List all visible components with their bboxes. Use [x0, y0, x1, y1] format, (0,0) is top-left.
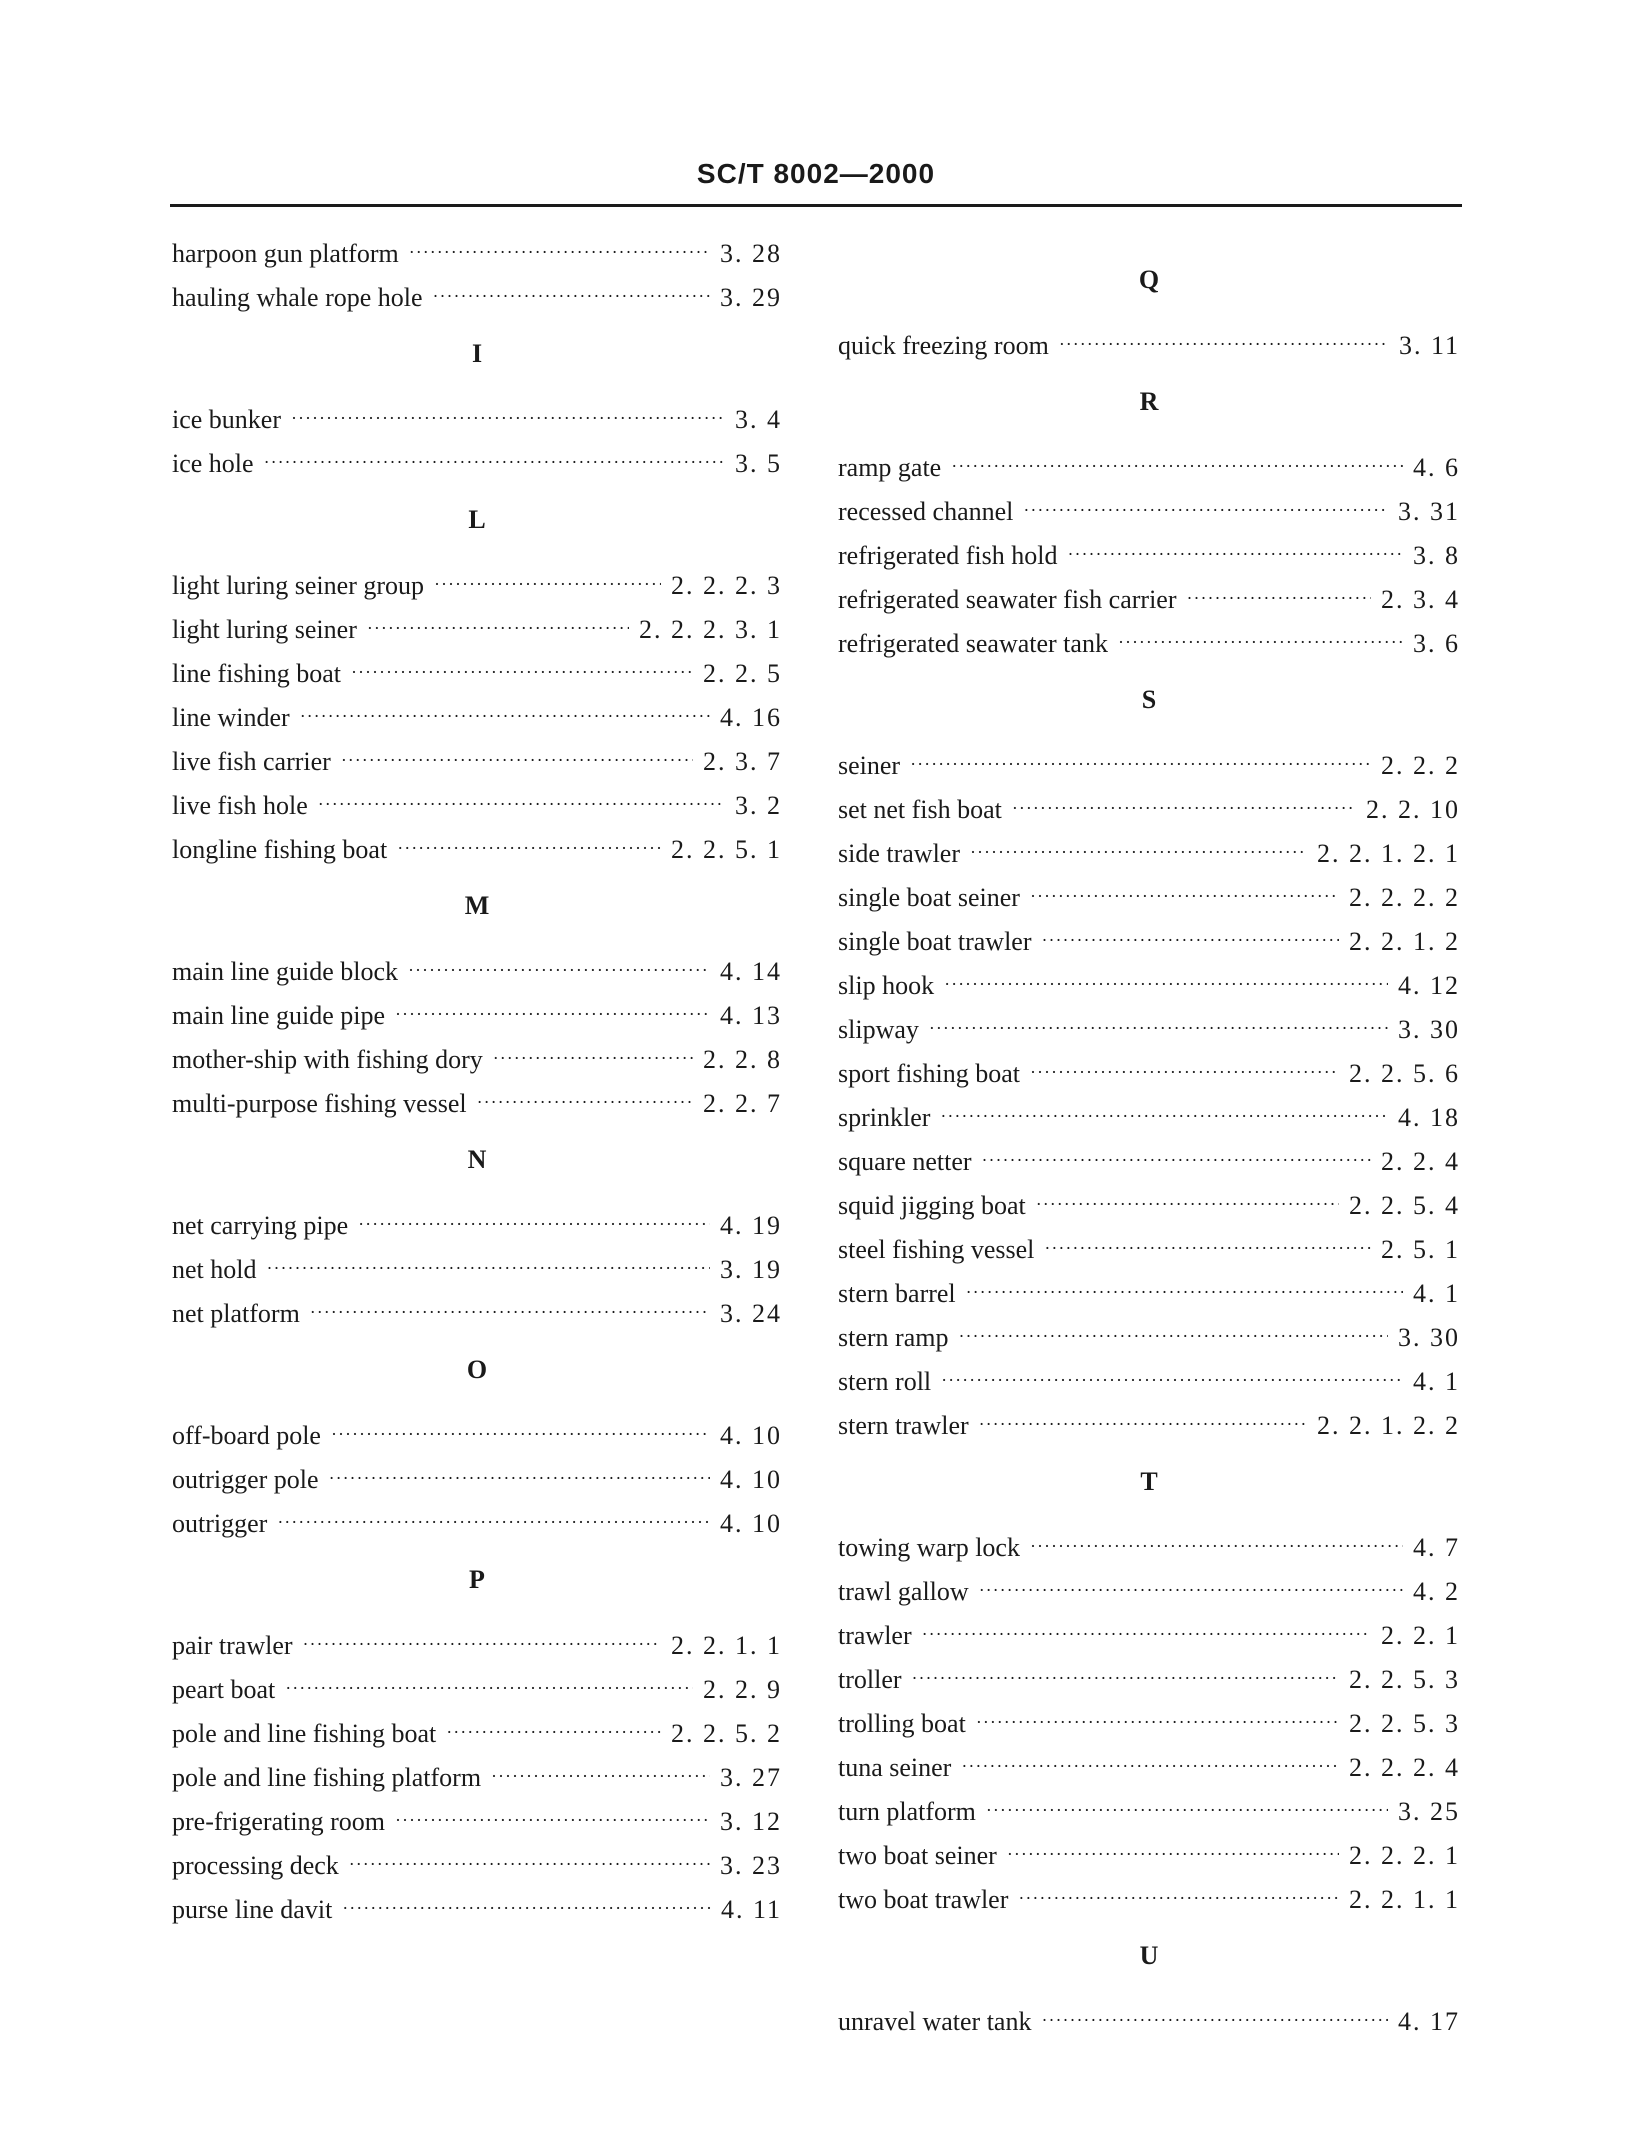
entry-term: trawler: [838, 1621, 912, 1650]
index-entry: [838, 876, 1460, 920]
entry-ref: 2. 2. 9: [703, 1675, 782, 1704]
entry-term: stern roll: [838, 1367, 932, 1396]
dot-leader: [941, 1358, 1403, 1402]
header-rule: [170, 204, 1462, 207]
dot-leader: [433, 274, 710, 318]
dot-leader: [477, 1080, 693, 1124]
index-entry: [172, 1844, 782, 1888]
dot-leader: [961, 1744, 1339, 1788]
entry-ref: 2. 2. 1. 1: [671, 1631, 782, 1660]
dot-leader: [285, 1666, 693, 1710]
entry-ref: 4. 18: [1398, 1103, 1460, 1132]
index-entry: [838, 1404, 1460, 1448]
index-entry: [172, 276, 782, 320]
dot-leader: [912, 1656, 1339, 1700]
entry-term: pole and line fishing boat: [172, 1719, 437, 1748]
index-entry: [172, 1038, 782, 1082]
dot-leader: [341, 738, 693, 782]
entry-term: seiner: [838, 751, 901, 780]
dot-leader: [986, 1788, 1388, 1832]
dot-leader: [1118, 620, 1403, 664]
entry-ref: 4. 19: [720, 1211, 782, 1240]
index-section: [172, 232, 782, 320]
index-entry: [172, 1502, 782, 1546]
entry-ref: 3. 25: [1398, 1797, 1460, 1826]
entry-term: ice hole: [172, 449, 254, 478]
entry-ref: 3. 29: [720, 283, 782, 312]
entry-ref: 2. 2. 5. 1: [671, 835, 782, 864]
index-entry: [838, 1360, 1460, 1404]
dot-leader: [358, 1202, 710, 1246]
index-entry: [172, 442, 782, 486]
index-section: [838, 678, 1460, 1448]
index-entry: [838, 1316, 1460, 1360]
index-entry: [838, 1790, 1460, 1834]
entry-term: stern ramp: [838, 1323, 949, 1352]
entry-term: unravel water tank: [838, 2007, 1032, 2036]
entry-ref: 3. 12: [720, 1807, 782, 1836]
entry-term: outrigger: [172, 1509, 268, 1538]
entry-ref: 4. 10: [720, 1509, 782, 1538]
index-entry: [838, 788, 1460, 832]
entry-ref: 3. 28: [720, 239, 782, 268]
index-entry: [838, 446, 1460, 490]
entry-term: turn platform: [838, 1797, 976, 1826]
section-letter: Q: [1138, 265, 1160, 294]
entry-ref: 3. 6: [1413, 629, 1460, 658]
entry-ref: 3. 8: [1413, 541, 1460, 570]
entry-term: squid jigging boat: [838, 1191, 1026, 1220]
entry-ref: 4. 10: [720, 1421, 782, 1450]
dot-leader: [944, 962, 1388, 1006]
dot-leader: [1187, 576, 1372, 620]
dot-leader: [310, 1290, 710, 1334]
dot-leader: [367, 606, 629, 650]
dot-leader: [264, 440, 725, 484]
dot-leader: [434, 562, 661, 606]
entry-ref: 2. 3. 4: [1381, 585, 1460, 614]
index-entry: [172, 398, 782, 442]
entry-term: peart boat: [172, 1675, 276, 1704]
entry-ref: 4. 17: [1398, 2007, 1460, 2036]
dot-leader: [1023, 488, 1388, 532]
index-entry: [838, 1140, 1460, 1184]
index-entry: [838, 920, 1460, 964]
index-entry: [838, 1878, 1460, 1922]
entry-term: line winder: [172, 703, 290, 732]
dot-leader: [342, 1886, 711, 1930]
entry-ref: 2. 3. 7: [703, 747, 782, 776]
entry-ref: 2. 2. 5. 4: [1349, 1191, 1460, 1220]
index-entry: [172, 1888, 782, 1932]
entry-ref: 2. 2. 1. 2: [1349, 927, 1460, 956]
dot-leader: [493, 1036, 693, 1080]
index-entry: [172, 784, 782, 828]
entry-ref: 2. 2. 5. 2: [671, 1719, 782, 1748]
section-letter: U: [1139, 1941, 1159, 1970]
entry-ref: 2. 2. 2: [1381, 751, 1460, 780]
section-letter: R: [1139, 387, 1159, 416]
entry-term: stern barrel: [838, 1279, 956, 1308]
index-entry: [838, 964, 1460, 1008]
dot-leader: [958, 1314, 1388, 1358]
entry-ref: 2. 2. 7: [703, 1089, 782, 1118]
dot-leader: [1030, 1524, 1403, 1568]
index-entry: [838, 2000, 1460, 2044]
dot-leader: [979, 1402, 1307, 1446]
entry-term: square netter: [838, 1147, 972, 1176]
dot-leader: [1044, 1226, 1371, 1270]
entry-term: net carrying pipe: [172, 1211, 349, 1240]
dot-leader: [1012, 786, 1356, 830]
index-entry: [172, 232, 782, 276]
entry-term: set net fish boat: [838, 795, 1002, 824]
dot-leader: [929, 1006, 1388, 1050]
entry-ref: 3. 27: [720, 1763, 782, 1792]
index-entry: [172, 1292, 782, 1336]
entry-ref: 4. 16: [720, 703, 782, 732]
section-letter: P: [469, 1565, 485, 1594]
section-letter: L: [468, 505, 486, 534]
index-entry: [172, 1082, 782, 1126]
dot-leader: [1041, 1998, 1388, 2042]
section-letter: N: [467, 1145, 487, 1174]
entry-ref: 4. 10: [720, 1465, 782, 1494]
entry-ref: 3. 5: [735, 449, 782, 478]
entry-term: sport fishing boat: [838, 1059, 1020, 1088]
entry-ref: 3. 31: [1398, 497, 1460, 526]
entry-term: pair trawler: [172, 1631, 293, 1660]
entry-term: tuna seiner: [838, 1753, 952, 1782]
entry-ref: 2. 2. 4: [1381, 1147, 1460, 1176]
entry-ref: 3. 2: [735, 791, 782, 820]
dot-leader: [1030, 1050, 1339, 1094]
entry-term: processing deck: [172, 1851, 339, 1880]
index-entry: [172, 1248, 782, 1292]
entry-term: main line guide pipe: [172, 1001, 386, 1030]
index-section: [172, 498, 782, 872]
section-letter: O: [466, 1355, 488, 1384]
index-entry: [838, 1658, 1460, 1702]
entry-term: purse line davit: [172, 1895, 333, 1924]
entry-ref: 4. 13: [720, 1001, 782, 1030]
section-letter: M: [464, 891, 490, 920]
entry-term: off-board pole: [172, 1421, 321, 1450]
index-entry: [838, 1526, 1460, 1570]
entry-ref: 3. 11: [1398, 331, 1460, 360]
entry-ref: 3. 23: [720, 1851, 782, 1880]
index-entry: [838, 1614, 1460, 1658]
entry-ref: 2. 2. 5. 6: [1349, 1059, 1460, 1088]
index-entry: [838, 1096, 1460, 1140]
index-section: [172, 1348, 782, 1546]
entry-term: stern trawler: [838, 1411, 969, 1440]
entry-term: ice bunker: [172, 405, 282, 434]
index-entry: [838, 1834, 1460, 1878]
entry-term: net platform: [172, 1299, 300, 1328]
dot-leader: [408, 948, 710, 992]
index-entry: [838, 1184, 1460, 1228]
entry-term: refrigerated seawater tank: [838, 629, 1108, 658]
index-entry: [838, 1746, 1460, 1790]
index-column-left: [172, 232, 782, 1932]
entry-ref: 2. 2. 5: [703, 659, 782, 688]
entry-term: side trawler: [838, 839, 961, 868]
index-entry: [172, 1668, 782, 1712]
index-entry: [172, 652, 782, 696]
index-entry: [838, 1570, 1460, 1614]
index-section: [838, 1934, 1460, 2044]
index-entry: [172, 564, 782, 608]
index-entry: [838, 622, 1460, 666]
entry-ref: 2. 5. 1: [1381, 1235, 1460, 1264]
entry-ref: 2. 2. 1. 2. 2: [1317, 1411, 1460, 1440]
dot-leader: [951, 444, 1403, 488]
entry-ref: 3. 19: [720, 1255, 782, 1284]
dot-leader: [395, 1798, 710, 1842]
dot-leader: [1007, 1832, 1339, 1876]
dot-leader: [1059, 322, 1389, 366]
section-letter: S: [1141, 685, 1157, 714]
dot-leader: [351, 650, 693, 694]
entry-term: mother-ship with fishing dory: [172, 1045, 483, 1074]
index-section: [172, 884, 782, 1126]
entry-ref: 2. 2. 1: [1381, 1621, 1460, 1650]
entry-ref: 4. 6: [1413, 453, 1460, 482]
index-section: [172, 1558, 782, 1932]
dot-leader: [922, 1612, 1371, 1656]
entry-ref: 3. 30: [1398, 1015, 1460, 1044]
page-header: SC/T 8002—2000: [696, 158, 936, 189]
entry-term: hauling whale rope hole: [172, 283, 423, 312]
dot-leader: [1018, 1876, 1339, 1920]
entry-ref: 3. 4: [735, 405, 782, 434]
entry-term: sprinkler: [838, 1103, 931, 1132]
entry-term: single boat seiner: [838, 883, 1020, 912]
entry-ref: 2. 2. 5. 3: [1349, 1709, 1460, 1738]
dot-leader: [1030, 874, 1339, 918]
entry-term: two boat seiner: [838, 1841, 997, 1870]
entry-ref: 2. 2. 1. 1: [1349, 1885, 1460, 1914]
index-entry: [172, 1458, 782, 1502]
entry-term: single boat trawler: [838, 927, 1032, 956]
dot-leader: [491, 1754, 710, 1798]
entry-term: outrigger pole: [172, 1465, 319, 1494]
index-entry: [172, 696, 782, 740]
dot-leader: [910, 742, 1371, 786]
entry-ref: 4. 1: [1413, 1279, 1460, 1308]
index-section: [172, 332, 782, 486]
entry-term: pole and line fishing platform: [172, 1763, 482, 1792]
index-entry: [838, 1008, 1460, 1052]
entry-term: troller: [838, 1665, 902, 1694]
index-entry: [172, 1712, 782, 1756]
entry-ref: 2. 2. 8: [703, 1045, 782, 1074]
index-entry: [838, 1052, 1460, 1096]
index-entry: [838, 744, 1460, 788]
index-entry: [172, 608, 782, 652]
entry-ref: 2. 2. 2. 2: [1349, 883, 1460, 912]
entry-term: trolling boat: [838, 1709, 966, 1738]
entry-ref: 4. 2: [1413, 1577, 1460, 1606]
index-entry: [172, 1800, 782, 1844]
index-section: [172, 1138, 782, 1336]
dot-leader: [291, 396, 725, 440]
dot-leader: [982, 1138, 1371, 1182]
entry-ref: 3. 30: [1398, 1323, 1460, 1352]
entry-ref: 2. 2. 5. 3: [1349, 1665, 1460, 1694]
section-letter: I: [471, 339, 483, 368]
entry-ref: 3. 24: [720, 1299, 782, 1328]
index-entry: [838, 1228, 1460, 1272]
entry-term: line fishing boat: [172, 659, 341, 688]
entry-ref: 2. 2. 2. 4: [1349, 1753, 1460, 1782]
dot-leader: [446, 1710, 661, 1754]
dot-leader: [397, 826, 661, 870]
entry-term: multi-purpose fishing vessel: [172, 1089, 467, 1118]
entry-ref: 2. 2. 1. 2. 1: [1317, 839, 1460, 868]
index-entry: [838, 1272, 1460, 1316]
entry-term: light luring seiner: [172, 615, 357, 644]
section-letter: T: [1140, 1467, 1158, 1496]
entry-ref: 2. 2. 2. 3: [671, 571, 782, 600]
entry-ref: 4. 1: [1413, 1367, 1460, 1396]
dot-leader: [300, 694, 710, 738]
index-entry: [838, 490, 1460, 534]
dot-leader: [329, 1456, 710, 1500]
entry-term: main line guide block: [172, 957, 399, 986]
index-column-right: [838, 232, 1460, 2044]
dot-leader: [318, 782, 725, 826]
dot-leader: [267, 1246, 711, 1290]
entry-ref: 4. 11: [720, 1895, 782, 1924]
index-entry: [172, 1204, 782, 1248]
entry-term: refrigerated fish hold: [838, 541, 1058, 570]
entry-term: quick freezing room: [838, 331, 1049, 360]
dot-leader: [303, 1622, 661, 1666]
entry-term: two boat trawler: [838, 1885, 1009, 1914]
entry-ref: 4. 7: [1413, 1533, 1460, 1562]
entry-term: ramp gate: [838, 453, 942, 482]
index-section: [838, 258, 1460, 368]
entry-term: pre-frigerating room: [172, 1807, 385, 1836]
dot-leader: [277, 1500, 710, 1544]
index-entry: [172, 994, 782, 1038]
entry-term: steel fishing vessel: [838, 1235, 1035, 1264]
entry-ref: 4. 12: [1398, 971, 1460, 1000]
dot-leader: [1042, 918, 1340, 962]
dot-leader: [1067, 532, 1403, 576]
entry-term: light luring seiner group: [172, 571, 425, 600]
index-entry: [172, 950, 782, 994]
index-entry: [172, 1414, 782, 1458]
entry-ref: 2. 2. 2. 1: [1349, 1841, 1460, 1870]
index-entry: [172, 828, 782, 872]
index-entry: [838, 324, 1460, 368]
index-entry: [172, 1624, 782, 1668]
entry-ref: 2. 2. 10: [1366, 795, 1460, 824]
entry-ref: 4. 14: [720, 957, 782, 986]
dot-leader: [979, 1568, 1403, 1612]
entry-term: live fish hole: [172, 791, 308, 820]
dot-leader: [970, 830, 1307, 874]
entry-term: longline fishing boat: [172, 835, 388, 864]
entry-term: towing warp lock: [838, 1533, 1020, 1562]
index-entry: [838, 832, 1460, 876]
entry-term: net hold: [172, 1255, 257, 1284]
entry-term: harpoon gun platform: [172, 239, 399, 268]
entry-term: trawl gallow: [838, 1577, 969, 1606]
dot-leader: [395, 992, 710, 1036]
index-section: [838, 380, 1460, 666]
dot-leader: [966, 1270, 1403, 1314]
index-entry: [172, 740, 782, 784]
index-section: [838, 1460, 1460, 1922]
entry-ref: 2. 2. 2. 3. 1: [639, 615, 782, 644]
dot-leader: [1036, 1182, 1339, 1226]
index-entry: [838, 578, 1460, 622]
dot-leader: [940, 1094, 1388, 1138]
entry-term: refrigerated seawater fish carrier: [838, 585, 1177, 614]
entry-term: live fish carrier: [172, 747, 331, 776]
entry-term: recessed channel: [838, 497, 1014, 526]
index-entry: [838, 1702, 1460, 1746]
dot-leader: [976, 1700, 1339, 1744]
dot-leader: [409, 230, 710, 274]
index-entry: [172, 1756, 782, 1800]
entry-term: slip hook: [838, 971, 935, 1000]
entry-term: slipway: [838, 1015, 919, 1044]
dot-leader: [349, 1842, 710, 1886]
dot-leader: [331, 1412, 710, 1456]
index-entry: [838, 534, 1460, 578]
